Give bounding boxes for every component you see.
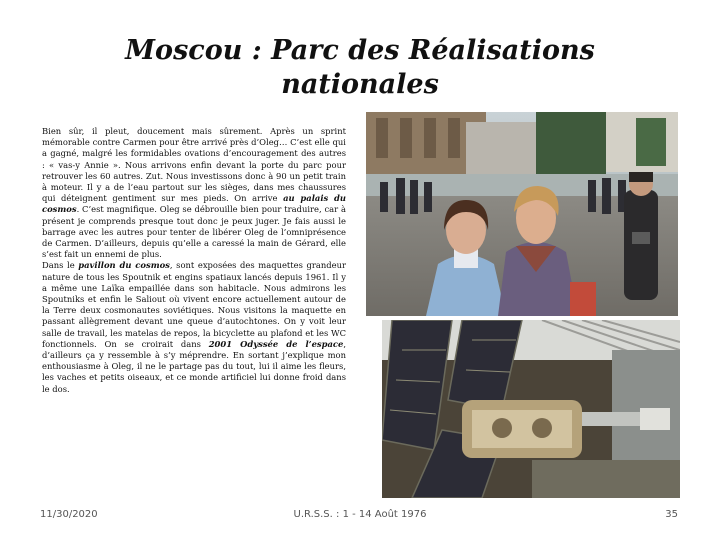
- paragraph-2-text-a: Dans le: [42, 260, 79, 271]
- paragraph-2-emphasis-2: 2001 Odyssée de l’espace: [208, 338, 344, 349]
- body-text: [42, 126, 346, 395]
- photo-satellite-exhibit: [382, 320, 680, 498]
- paragraph-2-text-c: , d’ailleurs ça y ressemble à s’y méprendre. En sortant j’explique mon enthousiasme à Oleg, il ne le partage pas du tout, lui il aime les fleurs, les vaches et petits oiseaux, et ce monde artificiel lui donne froid dans le dos.: [42, 338, 346, 394]
- title-line-1: Moscou : Parc des Réalisations: [125, 35, 595, 66]
- photo-satellite-illustration: [382, 320, 680, 498]
- photo-couple-in-moscow: [366, 112, 678, 316]
- page-number: 35: [665, 509, 678, 520]
- paragraph-1-text-b: . C’est magnifique. Oleg se débrouille bien pour traduire, car à présent je comprends presque tout donc je peux juger. Je fais aussi le barrage avec les autres pour tenter de libérer Oleg de l’omniprésence de Carmen. D’ailleurs, depuis qu’elle a caressé la main de Gérard, elle s’est fait un ennemi de plus.: [42, 204, 346, 260]
- footer-date: 11/30/2020: [40, 509, 98, 520]
- title-line-2: nationales: [281, 69, 439, 100]
- paragraph-2-emphasis-1: pavillon du cosmos: [78, 260, 170, 271]
- page-title: [40, 34, 680, 102]
- footer-title: U.R.S.S. : 1 - 14 Août 1976: [293, 509, 427, 520]
- paragraph-1-emphasis: au palais du cosmos: [42, 193, 346, 215]
- paragraph-1: [42, 126, 346, 260]
- photo-couple-illustration: [366, 112, 678, 316]
- paragraph-2-text-b: , sont exposées des maquettes grandeur nature de tous les Spoutnik et engins spatiaux lancés depuis 1961. Il y a même une Laïka empaillée dans son habitacle. Nous admirons les Spoutniks et enfin le Saliout où vivent encore actuellement autour de la Terre deux cosmonautes soviétiques. Nous visitons la maquette en passant allègrement devant une queue d’autochtones. On y voit leur salle de travail, les matelas de repos, la bicyclette au plafond et les WC fonctionnels. On se croirait dans: [42, 260, 346, 349]
- paragraph-2: [42, 260, 346, 394]
- paragraph-1-text-a: Bien sûr, il pleut, doucement mais sûrement. Après un sprint mémorable contre Carmen pour être arrivé près d’Oleg… C’est elle qui a gagné, malgré les formidables ovations d’encouragement des autres : « vas-y Annie ». Nous arrivons enfin devant la porte du parc pour retrouver les 60 autres. Zut. Nous investissons donc à 90 un petit train à moteur. Il y a de l’eau partout sur les sièges, dans mes chaussures qui déteignent gentiment sur mes pieds. On arrive: [42, 126, 346, 204]
